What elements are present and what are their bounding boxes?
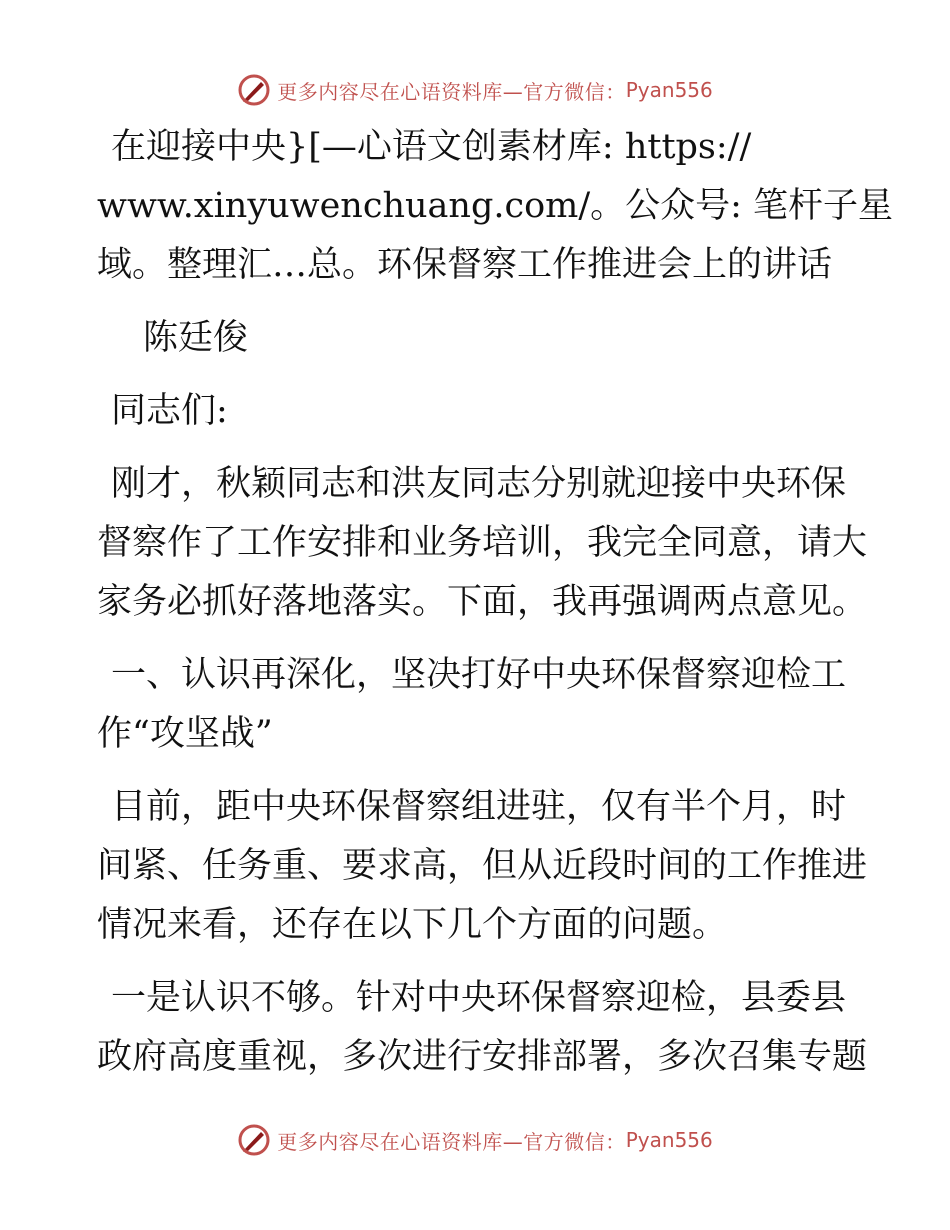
paragraph-line: 情况来看，还存在以下几个方面的问题。	[97, 905, 728, 945]
section-heading: 一、认识再深化，坚决打好中央环保督察迎检工	[111, 655, 847, 695]
paragraph-line: 目前，距中央环保督察组进驻，仅有半个月，时	[111, 787, 847, 827]
banner-text: 更多内容尽在心语资料库—官方微信：	[277, 79, 626, 104]
title-line: www.xinyuwenchuang.com/。公众号: 笔杆子星	[97, 186, 894, 226]
document-body	[97, 118, 894, 1087]
header-banner	[0, 70, 950, 110]
footer-banner	[0, 1120, 950, 1160]
section-heading: 作“攻坚战”	[97, 714, 273, 754]
salutation: 同志们:	[111, 391, 228, 431]
paragraph-line: 督察作了工作安排和业务培训，我完全同意，请大	[97, 523, 868, 563]
paragraph-line: 政府高度重视，多次进行安排部署，多次召集专题	[97, 1037, 868, 1077]
wechat-id: Pyan556	[625, 78, 713, 102]
pen-logo-icon	[237, 1123, 271, 1157]
paragraph-line: 间紧、任务重、要求高，但从近段时间的工作推进	[97, 846, 868, 886]
title-line: 在迎接中央}[—心语文创素材库: https://	[111, 127, 752, 167]
title-line: 域。整理汇…总。环保督察工作推进会上的讲话	[97, 245, 833, 285]
wechat-id: Pyan556	[625, 1128, 713, 1152]
author-name: 陈廷俊	[143, 318, 249, 358]
paragraph-line: 一是认识不够。针对中央环保督察迎检，县委县	[111, 978, 847, 1018]
banner-text: 更多内容尽在心语资料库—官方微信：	[277, 1129, 626, 1154]
pen-logo-icon	[237, 73, 271, 107]
paragraph-line: 家务必抓好落地落实。下面，我再强调两点意见。	[97, 582, 868, 622]
paragraph-line: 刚才，秋颖同志和洪友同志分别就迎接中央环保	[111, 464, 847, 504]
